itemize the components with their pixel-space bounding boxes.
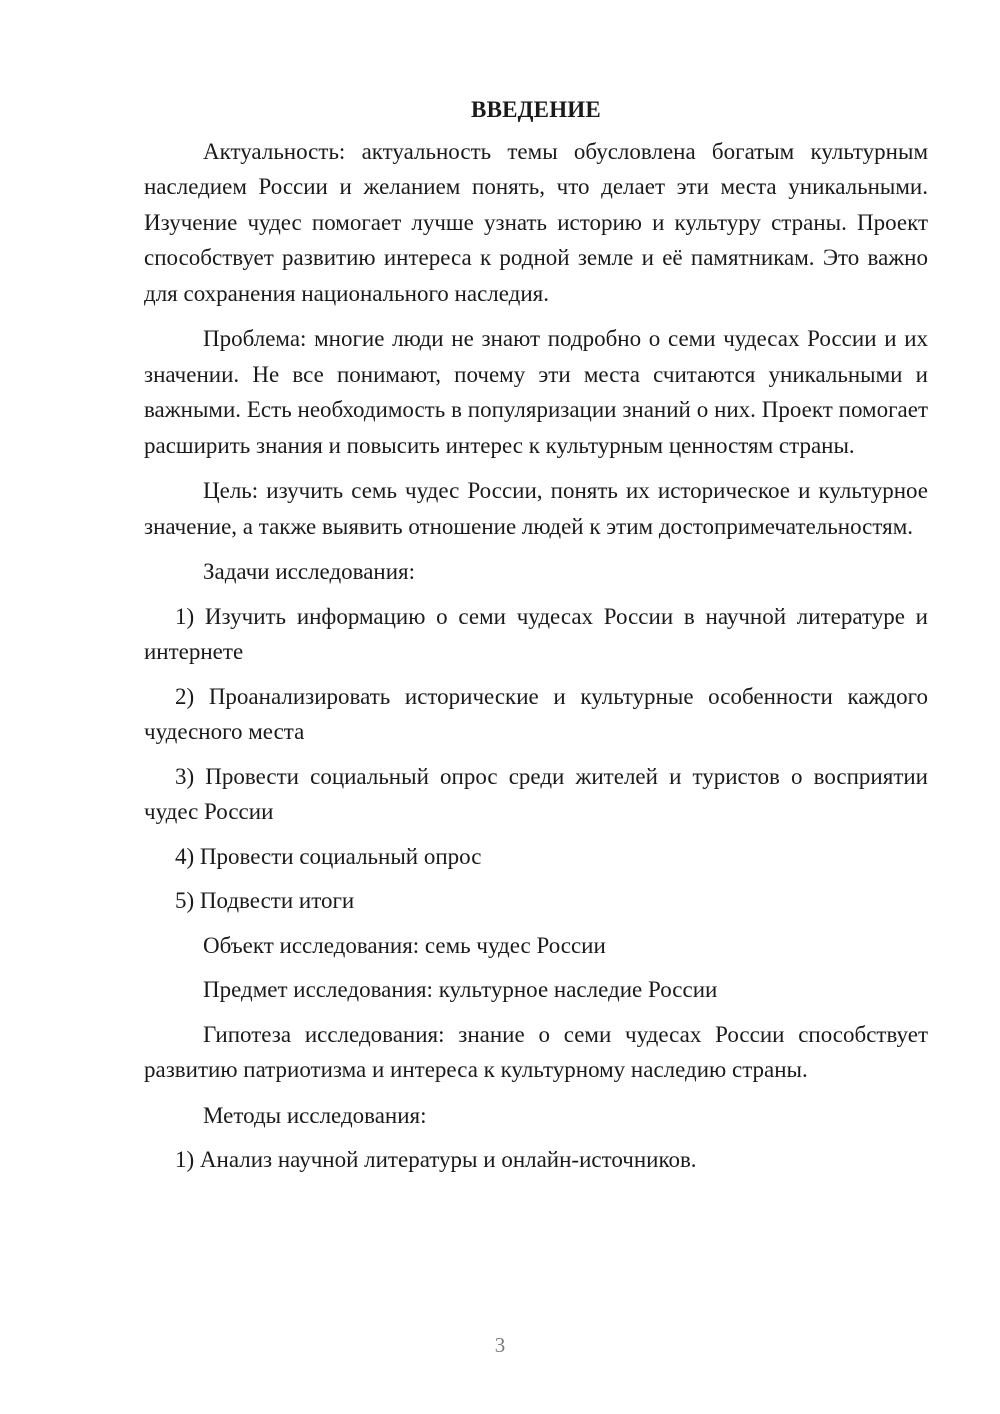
method-item-1: 1) Анализ научной литературы и онлайн-источников. [175,1147,697,1172]
task-item-2: 2) Проанализировать исторические и культурные особенности каждого чудесного места [144,683,928,744]
paragraph-subject: Предмет исследования: культурное наследие России [203,977,718,1002]
task-item-1: 1) Изучить информацию о семи чудесах России в научной литературе и интернете [144,603,928,664]
task-item-5: 5) Подвести итоги [175,888,355,913]
paragraph-tasks-heading: Задачи исследования: [203,559,416,584]
paragraph-problem: Проблема: многие люди не знают подробно о семи чудесах России и их значении. Не все понимают, почему эти места считаются уникальными и важными. Есть необходимость в популяризации знаний о них. Проект помогает расширить знания и повысить интерес к культурным ценностям страны. [144,326,928,458]
paragraph-goal: Цель: изучить семь чудес России, понять их историческое и культурное значение, а также выявить отношение людей к этим достопримечательностям. [144,478,928,539]
paragraph-methods-heading: Методы исследования: [203,1102,427,1128]
paragraph-object: Объект исследования: семь чудес России [203,932,606,958]
task-item-3: 3) Провести социальный опрос среди жителей и туристов о восприятии чудес России [144,763,928,824]
paragraph-hypothesis: Гипотеза исследования: знание о семи чудесах России способствует развитию патриотизма и интереса к культурному наследию страны. [144,1021,928,1082]
section-title: ВВЕДЕНИЕ [471,97,601,122]
document-page [144,92,928,1178]
paragraph-relevance: Актуальность: актуальность темы обусловлена богатым культурным наследием России и желанием понять, что делает эти места уникальными. Изучение чудес помогает лучше узнать историю и культуру страны. Проект способствует развитию интереса к родной земле и её памятникам. Это важно для сохранения национального наследия. [144,138,928,306]
page-number: 3 [494,1333,506,1357]
task-item-4: 4) Провести социальный опрос [175,843,482,869]
